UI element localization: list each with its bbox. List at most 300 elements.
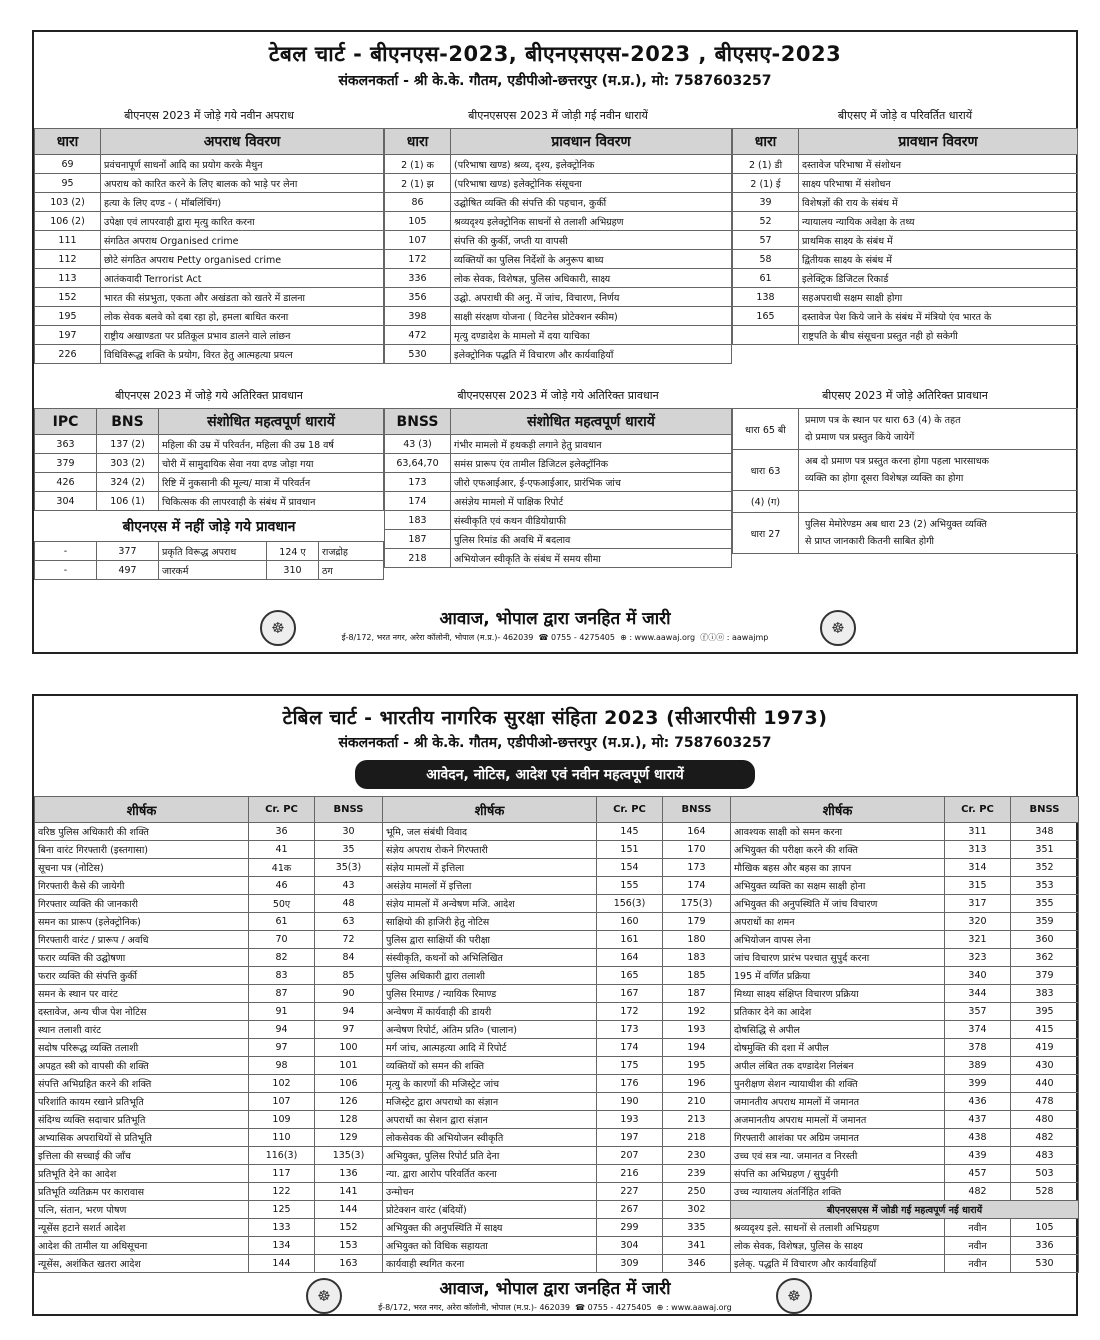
col-header: BNSS <box>385 409 451 435</box>
table-cell: 152 <box>35 288 101 307</box>
table-cell: संपत्ति की कुर्की, जप्ती या वापसी <box>451 231 732 250</box>
table-cell: 374 <box>945 1021 1011 1039</box>
table-cell: 164 <box>663 823 731 841</box>
bsa-new-caption: बीएसए में जोड़े व परिवर्तित धारायें <box>837 109 973 122</box>
table-cell: पुलिस रिमांड की अवधि में बदलाव <box>451 530 732 549</box>
footer-title: आवाज, भोपाल द्वारा जनहित में जारी <box>439 1279 671 1299</box>
table-cell: 190 <box>597 1093 663 1111</box>
table-cell: 72 <box>315 931 383 949</box>
line: दो प्रमाण पत्र प्रस्तुत किये जायेगें <box>805 432 915 443</box>
table-row <box>733 288 1078 307</box>
table-row <box>385 250 732 269</box>
table-cell: 173 <box>597 1021 663 1039</box>
table-cell: 230 <box>663 1147 731 1165</box>
table-cell: 377 <box>97 542 159 561</box>
table-cell: असंज्ञेय मामलो में पाक्षिक रिपोर्ट <box>451 492 732 511</box>
table-cell: दस्तावेज परिभाषा में संशोधन <box>799 155 1078 174</box>
table-row <box>35 250 384 269</box>
table-cell: संस्वीकृति एवं कथन वीडियोग्राफी <box>451 511 732 530</box>
table-row <box>35 931 1079 949</box>
table-cell: 138 <box>733 288 799 307</box>
table-cell: 302 <box>663 1201 731 1219</box>
table-cell: 90 <box>315 985 383 1003</box>
table-cell: 172 <box>385 250 451 269</box>
table-cell: 226 <box>35 345 101 364</box>
footer-web: : www.aawaj.org <box>629 633 696 642</box>
table-cell: 378 <box>945 1039 1011 1057</box>
table-cell: 195 <box>663 1057 731 1075</box>
table-cell: 310 <box>267 561 319 580</box>
table-cell: 482 <box>1011 1129 1079 1147</box>
table-cell: धारा 63 <box>733 450 799 491</box>
table-row <box>733 491 1078 513</box>
sheet1-footer <box>34 606 1076 643</box>
table-cell: अभियुक्त की परीक्षा करने की शक्ति <box>731 841 945 859</box>
table-cell: भूमि, जल संबंधी विवाद <box>383 823 597 841</box>
table-row <box>385 155 732 174</box>
table-cell: उच्च न्यायालय अंतर्निहित शक्ति <box>731 1183 945 1201</box>
table-cell: साक्षियो की हाजिरी हेतु नोटिस <box>383 913 597 931</box>
footer-title: आवाज, भोपाल द्वारा जनहित में जारी <box>439 609 671 629</box>
table-cell: 207 <box>597 1147 663 1165</box>
table-cell: 2 (1) क <box>385 155 451 174</box>
table-row <box>35 1183 1079 1201</box>
table-cell: समंस प्रारूप एंव तामील डिजिटल इलेक्ट्रॉनिक <box>451 454 732 473</box>
bnss-crpc-chart <box>32 694 1078 1316</box>
table-cell: 83 <box>249 967 315 985</box>
table-row <box>35 454 384 473</box>
table-row <box>35 985 1079 1003</box>
sheet1-subtitle: संकलनकर्ता - श्री के.के. गौतम, एडीपीओ-छत्तरपुर (म.प्र.), मो: 7587603257 <box>338 73 772 89</box>
sheet2-title: टेबिल चार्ट - भारतीय नागरिक सुरक्षा संहिता 2023 (सीआरपीसी 1973) <box>282 707 828 729</box>
col-header-title: शीर्षक <box>35 797 249 823</box>
table-row <box>35 1165 1079 1183</box>
table-cell: प्रकृति विरूद्ध अपराध <box>159 542 267 561</box>
table-row <box>385 435 732 454</box>
phone-icon: ☎ <box>538 633 549 642</box>
table-cell: बिना वारंट गिरफ्तारी (इस्तगासा) <box>35 841 249 859</box>
table-cell: 239 <box>663 1165 731 1183</box>
table-cell: 70 <box>249 931 315 949</box>
table-cell: लोक सेवक बलवे को दबा रहा हो, हमला बाधित करना <box>101 307 384 326</box>
table-cell: 314 <box>945 859 1011 877</box>
provision-text <box>799 491 1078 513</box>
table-cell: कार्यवाही स्थगित करना <box>383 1255 597 1273</box>
table-cell: 348 <box>1011 823 1079 841</box>
table-cell: 175 <box>597 1057 663 1075</box>
table-cell: 41 <box>249 841 315 859</box>
table-cell: न्या. द्वारा आरोप परिवर्तित करना <box>383 1165 597 1183</box>
table-cell: (परिभाषा खण्ड) इलेक्ट्रोनिक संसूचना <box>451 174 732 193</box>
col-header-crpc: Cr. PC <box>249 797 315 823</box>
table-cell: मर्ग जांच, आत्महत्या आदि में रिपोर्ट <box>383 1039 597 1057</box>
table-row <box>385 174 732 193</box>
table-cell: प्रतिभूति व्यतिक्रम पर कारावास <box>35 1183 249 1201</box>
table-cell: 346 <box>663 1255 731 1273</box>
table-row <box>35 345 384 364</box>
table-cell: 395 <box>1011 1003 1079 1021</box>
table-row <box>35 473 384 492</box>
table-cell: अभियुक्त की अनुपस्थिति में साक्ष्य <box>383 1219 597 1237</box>
table-cell: पुनरीक्षण सेशन न्यायाधीश की शक्ति <box>731 1075 945 1093</box>
table-cell: 503 <box>1011 1165 1079 1183</box>
table-cell: 398 <box>385 307 451 326</box>
table-cell: 430 <box>1011 1057 1079 1075</box>
table-cell: धारा 65 बी <box>733 409 799 450</box>
table-row <box>35 1075 1079 1093</box>
table-cell: न्यायालय न्यायिक अवेक्षा के तथ्य <box>799 212 1078 231</box>
table-cell: 87 <box>249 985 315 1003</box>
table-cell: आतंकवादी Terrorist Act <box>101 269 384 288</box>
sheet2-footer <box>34 1276 1076 1313</box>
table-cell: स्थान तलाशी वारंट <box>35 1021 249 1039</box>
table-cell: आवश्यक साक्षी को समन करना <box>731 823 945 841</box>
table-cell: 415 <box>1011 1021 1079 1039</box>
table-cell: 180 <box>663 931 731 949</box>
table-cell: 439 <box>945 1147 1011 1165</box>
table-row <box>35 1057 1079 1075</box>
table-cell: 141 <box>315 1183 383 1201</box>
table-cell: वरिष्ठ पुलिस अधिकारी की शक्ति <box>35 823 249 841</box>
table-cell: 85 <box>315 967 383 985</box>
col-header-bnss: BNSS <box>663 797 731 823</box>
table-cell: 113 <box>35 269 101 288</box>
table-row <box>385 231 732 250</box>
table-cell: 192 <box>663 1003 731 1021</box>
table-cell: 39 <box>733 193 799 212</box>
table-cell: श्रव्यदृश्य इले. साधनों से तलाशी अभिग्रहण <box>731 1219 945 1237</box>
footer-address: ई-8/172, भरत नगर, अरेरा कॉलोनी, भोपाल (म.प्र.)- 462039 <box>341 633 534 642</box>
table-cell: 144 <box>315 1201 383 1219</box>
col-header: संशोधित महत्वपूर्ण धारायें <box>159 409 384 435</box>
table-cell: 110 <box>249 1129 315 1147</box>
table-cell: - <box>35 561 97 580</box>
globe-icon: ⊕ <box>656 1303 664 1312</box>
table-row <box>385 288 732 307</box>
table-cell: 436 <box>945 1093 1011 1111</box>
sheet1-title: टेबल चार्ट - बीएनएस-2023, बीएनएसएस-2023 , बीएसए-2023 <box>268 42 842 66</box>
table-row <box>35 307 384 326</box>
table-cell: प्रतिभूति देने का आदेश <box>35 1165 249 1183</box>
line: पुलिस मेमोरेण्डम अब धारा 23 (2) अभियुक्त व्यक्ति <box>805 519 987 530</box>
table-cell: 363 <box>35 435 97 454</box>
table-cell: 438 <box>945 1129 1011 1147</box>
bsa-extra-table <box>732 408 1078 554</box>
table-cell: 483 <box>1011 1147 1079 1165</box>
table-cell: 97 <box>249 1039 315 1057</box>
table-cell: मिथ्या साक्ष्य संक्षिप्त विचारण प्रक्रिया <box>731 985 945 1003</box>
table-cell: इलेक्ट्रोनिक पद्धति में विचारण और कार्यवाहियॉं <box>451 345 732 364</box>
table-cell: 389 <box>945 1057 1011 1075</box>
table-cell: 335 <box>663 1219 731 1237</box>
table-cell: संज्ञेय अपराध रोकने गिरफ्तारी <box>383 841 597 859</box>
table-cell: 69 <box>35 155 101 174</box>
table-cell: द्वितीयक साक्ष्य के संबंध में <box>799 250 1078 269</box>
table-cell: असंज्ञेय मामलों में इत्तिला <box>383 877 597 895</box>
line: अब दो प्रमाण पत्र प्रस्तुत करना होगा पहला भारसाधक <box>805 456 989 467</box>
table-cell: 174 <box>597 1039 663 1057</box>
table-cell: 164 <box>597 949 663 967</box>
table-row <box>385 345 732 364</box>
table-row <box>35 823 1079 841</box>
table-cell: 86 <box>385 193 451 212</box>
table-cell: महिला की उम्र में परिवर्तन, महिला की उम्र 18 वर्ष <box>159 435 384 454</box>
table-cell: 340 <box>945 967 1011 985</box>
table-cell: राजद्रोह <box>319 542 384 561</box>
table-cell: 183 <box>385 511 451 530</box>
table-row <box>385 549 732 568</box>
table-row <box>385 326 732 345</box>
table-cell: 61 <box>249 913 315 931</box>
sheet2-subtitle: संकलनकर्ता - श्री के.के. गौतम, एडीपीओ-छत्तरपुर (म.प्र.), मो: 7587603257 <box>338 735 772 751</box>
table-cell: 122 <box>249 1183 315 1201</box>
table-cell: 58 <box>733 250 799 269</box>
col-header: धारा <box>35 129 101 155</box>
table-cell: 41क <box>249 859 315 877</box>
bns-extra-caption: बीएनएस 2023 में जोड़े गये अतिरिक्त प्रावधान <box>115 389 303 402</box>
table-row <box>35 542 384 561</box>
table-cell: 94 <box>249 1021 315 1039</box>
table-cell: आदेश की तामील या अधिसूचना <box>35 1237 249 1255</box>
table-cell: न्यूसेंस हटाने सशर्त आदेश <box>35 1219 249 1237</box>
table-cell: 185 <box>663 967 731 985</box>
table-cell: गिरफ्तार व्यक्ति की जानकारी <box>35 895 249 913</box>
table-cell: संज्ञेय मामलों में इत्तिला <box>383 859 597 877</box>
table-cell: 137 (2) <box>97 435 159 454</box>
bns-new-table <box>34 128 384 364</box>
table-cell: 196 <box>663 1075 731 1093</box>
table-row <box>385 307 732 326</box>
table-cell: 94 <box>315 1003 383 1021</box>
table-row <box>385 530 732 549</box>
table-cell: 152 <box>315 1219 383 1237</box>
table-cell: इत्तिला की सच्चाई की जाँच <box>35 1147 249 1165</box>
table-cell: पत्नि, संतान, भरण पोषण <box>35 1201 249 1219</box>
table-row <box>35 1003 1079 1021</box>
line: प्रमाण पत्र के स्थान पर धारा 63 (4) के तहत <box>805 415 961 426</box>
table-cell: अपहृत स्त्री को वापसी की शक्ति <box>35 1057 249 1075</box>
table-cell: दोषमुक्ति की दशा में अपील <box>731 1039 945 1057</box>
bnss-new-table <box>384 128 732 364</box>
col-header: प्रावधान विवरण <box>799 129 1078 155</box>
table-cell: समन का प्रारूप (इलेक्ट्रोनिक) <box>35 913 249 931</box>
bns-extra-table <box>34 408 384 580</box>
table-cell: 100 <box>315 1039 383 1057</box>
table-cell: 197 <box>597 1129 663 1147</box>
table-cell: अपराध को कारित करने के लिए बालक को भाड़े पर लेना <box>101 174 384 193</box>
table-cell: 250 <box>663 1183 731 1201</box>
table-cell: 482 <box>945 1183 1011 1201</box>
table-cell: भारत की संप्रभुता, एकता और अखंडता को खतरे में डालना <box>101 288 384 307</box>
table-cell: 106 (2) <box>35 212 101 231</box>
table-cell: न्यूसेंस, अशंकित खतरा आदेश <box>35 1255 249 1273</box>
table-cell: 106 (1) <box>97 492 159 511</box>
table-cell: 379 <box>1011 967 1079 985</box>
table-cell: 43 (3) <box>385 435 451 454</box>
table-cell: 63 <box>315 913 383 931</box>
table-row <box>35 1147 1079 1165</box>
table-row <box>733 231 1078 250</box>
phone-icon: ☎ <box>575 1303 586 1312</box>
table-cell: प्राथमिक साक्ष्य के संबंध में <box>799 231 1078 250</box>
table-cell: 107 <box>385 231 451 250</box>
bnss-extra-table <box>384 408 732 568</box>
table-cell: 304 <box>597 1237 663 1255</box>
table-cell: 218 <box>385 549 451 568</box>
table-row <box>35 1219 1079 1237</box>
table-cell: लोकसेवक की अभियोजन स्वीकृति <box>383 1129 597 1147</box>
table-cell: 97 <box>315 1021 383 1039</box>
col-header-bnss: BNSS <box>315 797 383 823</box>
table-cell: उद्घोषित व्यक्ति की संपत्ति की पहचान, कुर्की <box>451 193 732 212</box>
table-cell: 52 <box>733 212 799 231</box>
footer-social: : aawajmp <box>726 633 769 642</box>
provision-text <box>799 409 1078 450</box>
table-row <box>35 1201 1079 1219</box>
table-cell: 197 <box>35 326 101 345</box>
bsa-extra-caption: बीएसए 2023 में जोड़े अतिरिक्त प्रावधान <box>822 389 988 402</box>
bns-new-caption: बीएनएस 2023 में जोड़े गये नवीन अपराध <box>124 109 294 122</box>
table-cell: अभियुक्त व्यक्ति का सक्षम साक्षी होना <box>731 877 945 895</box>
table-cell: उच्च एवं सत्र न्या. जमानत व निरस्ती <box>731 1147 945 1165</box>
table-cell: 111 <box>35 231 101 250</box>
table-cell: अभियोजन स्वीकृति के संबंध में समय सीमा <box>451 549 732 568</box>
table-cell: 167 <box>597 985 663 1003</box>
table-cell: 91 <box>249 1003 315 1021</box>
table-cell: 172 <box>597 1003 663 1021</box>
table-cell: 50ए <box>249 895 315 913</box>
table-cell: चोरी में सामुदायिक सेवा नया दण्ड जोड़ा गया <box>159 454 384 473</box>
table-cell: 103 (2) <box>35 193 101 212</box>
provision-text <box>799 450 1078 491</box>
aawaj-logo-left: ☸ <box>306 1278 342 1314</box>
table-cell: गंभीर मामलो में हथकड़ी लगाने हेतु प्रावधान <box>451 435 732 454</box>
table-cell: उन्मोचन <box>383 1183 597 1201</box>
table-cell: 98 <box>249 1057 315 1075</box>
table-row <box>385 269 732 288</box>
table-cell: जारकर्म <box>159 561 267 580</box>
table-cell: अन्वेषण रिपोर्ट, अंतिम प्रति० (चालान) <box>383 1021 597 1039</box>
footer-address: ई-8/172, भरत नगर, अरेरा कॉलोनी, भोपाल (म.प्र.)- 462039 <box>378 1303 570 1312</box>
table-row <box>35 1237 1079 1255</box>
table-cell: 105 <box>385 212 451 231</box>
globe-icon: ⊕ <box>620 633 627 642</box>
table-row <box>35 967 1079 985</box>
table-cell: 309 <box>597 1255 663 1273</box>
table-cell: अन्वेषण में कार्यवाही की डायरी <box>383 1003 597 1021</box>
table-cell: 183 <box>663 949 731 967</box>
table-cell: 105 <box>1011 1219 1079 1237</box>
table-cell: 170 <box>663 841 731 859</box>
table-cell: छोटे संगठित अपराध Petty organised crime <box>101 250 384 269</box>
provision-text <box>799 513 1078 554</box>
table-cell: 35(3) <box>315 859 383 877</box>
col-header-bnss: BNSS <box>1011 797 1079 823</box>
table-cell: नवीन <box>945 1237 1011 1255</box>
table-cell: साक्षी संरक्षण योजना ( विटनेस प्रोटेक्शन स्कीम) <box>451 307 732 326</box>
table-cell: 304 <box>35 492 97 511</box>
table-cell: 530 <box>1011 1255 1079 1273</box>
table-cell: अभियोजन वापस लेना <box>731 931 945 949</box>
col-header: संशोधित महत्वपूर्ण धारायें <box>451 409 732 435</box>
table-cell <box>733 326 799 345</box>
table-cell: फरार व्यक्ति की उद्घोषणा <box>35 949 249 967</box>
table-cell: 136 <box>315 1165 383 1183</box>
table-cell: 173 <box>663 859 731 877</box>
table-cell: दस्तावेज, अन्य चीज पेश नोटिस <box>35 1003 249 1021</box>
table-cell: गिरफ्तारी कैसे की जायेगी <box>35 877 249 895</box>
table-cell: ठग <box>319 561 384 580</box>
table-row <box>35 949 1079 967</box>
col-header: धारा <box>733 129 799 155</box>
table-cell: धारा 27 <box>733 513 799 554</box>
table-cell: संगठित अपराध Organised crime <box>101 231 384 250</box>
table-cell: राष्ट्रीय अखाण्डता पर प्रतिकूल प्रभाव डालने वाले लांछन <box>101 326 384 345</box>
table-cell: 530 <box>385 345 451 364</box>
table-cell: 109 <box>249 1111 315 1129</box>
table-row <box>385 492 732 511</box>
table-cell: 161 <box>597 931 663 949</box>
table-cell: फरार व्यक्ति की संपत्ति कुर्की <box>35 967 249 985</box>
table-cell: राष्ट्रपति के बीच संसूचना प्रस्तुत नही हो सकेगी <box>799 326 1078 345</box>
table-cell: नवीन <box>945 1255 1011 1273</box>
table-cell: जांच विचारण प्रारंभ पश्चात सुपुर्द करना <box>731 949 945 967</box>
table-cell: 84 <box>315 949 383 967</box>
table-cell: हत्या के लिए दण्ड - ( मॉबलिंचिंग) <box>101 193 384 212</box>
table-row <box>733 193 1078 212</box>
table-cell: 154 <box>597 859 663 877</box>
table-cell: चिकित्सक की लापरवाही के संबंध में प्रावधान <box>159 492 384 511</box>
table-row <box>35 895 1079 913</box>
table-cell: 187 <box>663 985 731 1003</box>
table-cell: 112 <box>35 250 101 269</box>
table-cell: 317 <box>945 895 1011 913</box>
footer-phone: 0755 - 4275405 <box>551 633 615 642</box>
table-row <box>35 269 384 288</box>
table-row <box>35 193 384 212</box>
table-cell: 30 <box>315 823 383 841</box>
table-cell: संपत्ति का अभिग्रहण / सुपुर्दगी <box>731 1165 945 1183</box>
table-cell: 355 <box>1011 895 1079 913</box>
table-row <box>35 1129 1079 1147</box>
table-cell: 323 <box>945 949 1011 967</box>
table-cell: 155 <box>597 877 663 895</box>
table-row <box>35 231 384 250</box>
table-cell: 163 <box>315 1255 383 1273</box>
table-row <box>733 269 1078 288</box>
table-cell: अभियुक्त, पुलिस रिपोर्ट प्रति देना <box>383 1147 597 1165</box>
table-cell: (परिभाषा खण्ड) श्रव्य, दृश्य, इलेक्ट्रोनिक <box>451 155 732 174</box>
table-cell: 528 <box>1011 1183 1079 1201</box>
table-cell: 383 <box>1011 985 1079 1003</box>
table-cell: 135(3) <box>315 1147 383 1165</box>
table-cell: 106 <box>315 1075 383 1093</box>
table-cell: 419 <box>1011 1039 1079 1057</box>
table-cell: 107 <box>249 1093 315 1111</box>
table-row <box>35 859 1079 877</box>
table-cell: 311 <box>945 823 1011 841</box>
table-cell: संज्ञेय मामलों में अन्वेषण मजि. आदेश <box>383 895 597 913</box>
table-cell: 165 <box>733 307 799 326</box>
table-cell: इलेक्. पद्धति में विचारण और कार्यवाहियॉं <box>731 1255 945 1273</box>
table-cell: 478 <box>1011 1093 1079 1111</box>
bnss-extra-caption: बीएनएसएस 2023 में जोड़े गये अतिरिक्त प्रावधान <box>457 389 659 402</box>
table-cell: उपेक्षा एवं लापरवाही द्वारा मृत्यु कारित करना <box>101 212 384 231</box>
table-row <box>35 1093 1079 1111</box>
table-cell: 210 <box>663 1093 731 1111</box>
table-cell: 213 <box>663 1111 731 1129</box>
table-cell: संस्वीकृति, कथनों को अभिलिखित <box>383 949 597 967</box>
